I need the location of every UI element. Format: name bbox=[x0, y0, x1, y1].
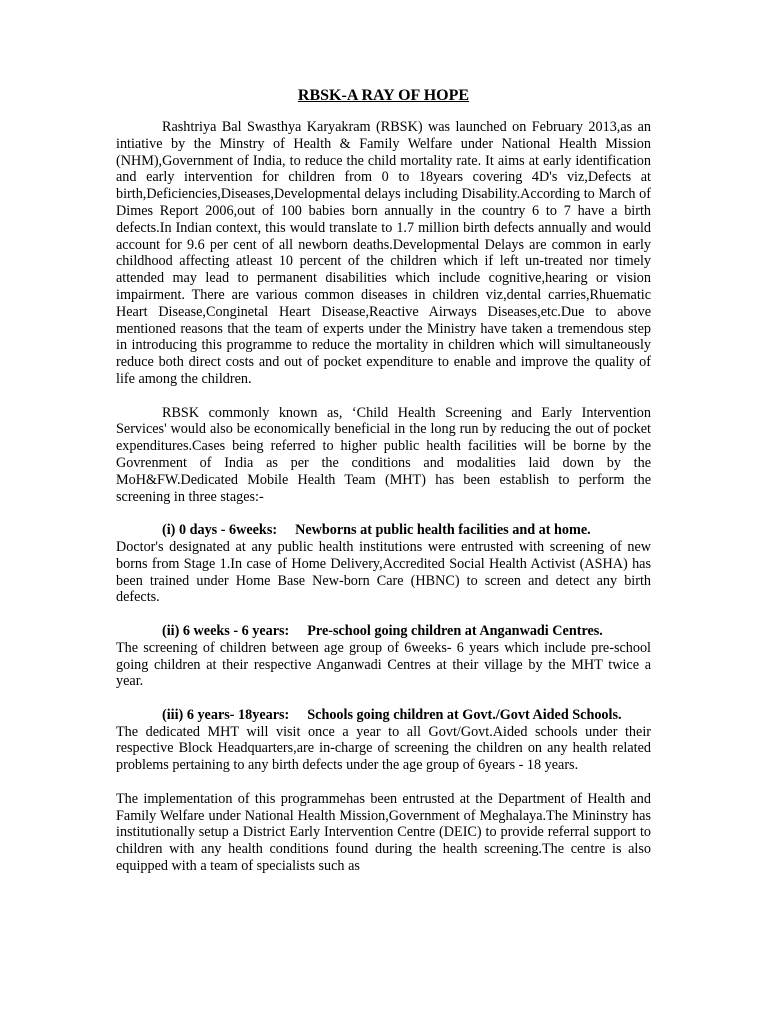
stage-1-range: (i) 0 days - 6weeks: bbox=[162, 522, 278, 539]
stage-3-title: Schools going children at Govt./Govt Aided Schools. bbox=[307, 706, 622, 723]
services-paragraph: RBSK commonly known as, ‘Child Health Screening and Early Intervention Services' would also be economically beneficial in the long run by reducing the out of pocket expenditures.Cases being referred to higher public health facilities will be borne by the Govrenment of India as per the conditions and modalities laid down by the MoH&FW.Dedicated Mobile Health Team (MHT) has been establish to perform the screening in three stages:- bbox=[116, 404, 651, 505]
stage-3 bbox=[116, 707, 651, 774]
stage-1 bbox=[116, 522, 651, 606]
stage-3-body: The dedicated MHT will visit once a year to all Govt/Govt.Aided schools under their respective Block Headquarters,are in-charge of screening the children on any health related problems pertaining to any birth defects under the age group of 6years - 18 years. bbox=[116, 723, 651, 774]
implementation-paragraph: The implementation of this programmehas been entrusted at the Department of Health and Family Welfare under National Health Mission,Government of Meghalaya.The Mininstry has institutionally setup a District Early Intervention Centre (DEIC) to provide referral support to children with any health conditions found during the health screening.The centre is also equipped with a team of specialists such as bbox=[116, 790, 651, 875]
stage-2-heading bbox=[116, 623, 651, 640]
stage-1-heading bbox=[116, 522, 651, 539]
stage-2-range: (ii) 6 weeks - 6 years: bbox=[162, 622, 290, 639]
stage-1-body: Doctor's designated at any public health institutions were entrusted with screening of new borns from Stage 1.In case of Home Delivery,Accredited Social Health Activist (ASHA) has been trained under Home Base New-born Care (HBNC) to screen and detect any birth defects. bbox=[116, 538, 651, 606]
document-title: RBSK-A RAY OF HOPE bbox=[297, 87, 470, 104]
stage-2-body: The screening of children between age group of 6weeks- 6 years which include pre-school going children at their respective Anganwadi Centres at their village by the MHT twice a year. bbox=[116, 639, 651, 690]
stage-3-heading bbox=[116, 707, 651, 724]
intro-paragraph: Rashtriya Bal Swasthya Karyakram (RBSK) was launched on February 2013,as an intiative by the Minstry of Health & Family Welfare under National Health Mission (NHM),Government of India, to reduce the child mortality rate. It aims at early identification and early intervention for children from 0 to 18years covering 4D's viz,Defects at birth,Deficiencies,Diseases,Developmental delays including Disability.According to March of Dimes Report 2006,out of 100 babies born annually in the country 6 to 7 have a birth defects.In Indian context, this would translate to 1.7 million birth defects annually and would account for 9.6 per cent of all newborn deaths.Developmental Delays are common in early childhood affecting atleast 10 percent of the children which if left un-treated nor timely attended may lead to permanent disabilities which include cognitive,hearing or vision impairment. There are various common diseases in children viz,dental carries,Rhuematic Heart Disease,Conginetal Heart Disease,Reactive Airways Diseases,etc.Due to above mentioned reasons that the team of experts under the Ministry have taken a tremendous step in introducing this programme to reduce the mortality in children which will simultaneously reduce both direct costs and out of pocket expenditure to enable and improve the quality of life among the children. bbox=[116, 119, 651, 387]
stage-1-title: Newborns at public health facilities and at home. bbox=[295, 522, 591, 539]
stage-2 bbox=[116, 623, 651, 690]
stage-3-range: (iii) 6 years- 18years: bbox=[162, 706, 290, 723]
document-page bbox=[116, 86, 651, 875]
stage-2-title: Pre-school going children at Anganwadi Centres. bbox=[307, 622, 603, 639]
